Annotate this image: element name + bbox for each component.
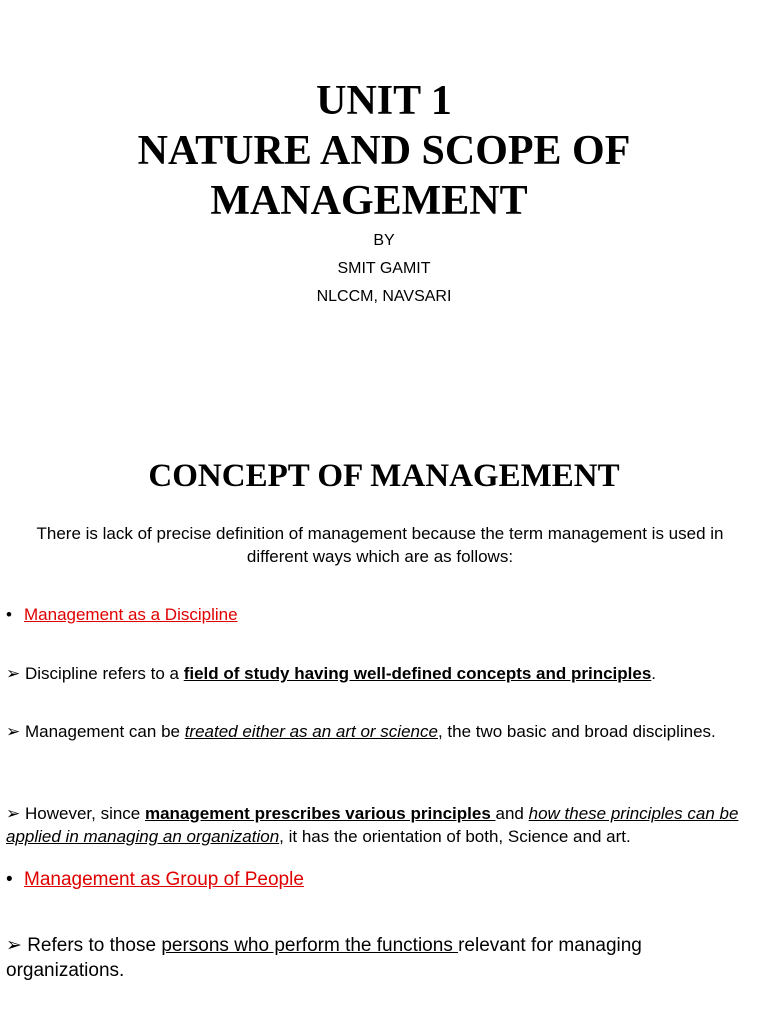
- bullet-group-of-people: [6, 868, 758, 891]
- text-run: relevant for managing organizations.: [6, 935, 642, 981]
- text-run: , it has the orientation of both, Science and art.: [279, 827, 631, 846]
- arrow-bullet-icon: ➢: [6, 935, 22, 956]
- arrow-bullet-icon: ➢: [6, 804, 21, 823]
- text-run: , the two basic and broad disciplines.: [437, 722, 716, 741]
- author-name: SMIT GAMIT: [337, 260, 431, 277]
- bullet-dot-icon: •: [6, 869, 13, 890]
- bullet-discipline: [6, 603, 758, 626]
- text-run: Refers to those: [27, 935, 162, 956]
- emphasis-underline: persons who perform the functions: [161, 935, 459, 956]
- text-run: and: [495, 804, 529, 823]
- author-block: [0, 227, 768, 311]
- bullet-discipline-heading: Management as a Discipline: [24, 605, 238, 624]
- arrow-item-art-science: [6, 720, 758, 743]
- arrow-bullet-icon: ➢: [6, 664, 21, 683]
- arrow-item-discipline-def: [6, 662, 758, 685]
- by-label: BY: [373, 232, 395, 249]
- main-title-line-2: MANAGEMENT: [210, 178, 528, 224]
- bullet-dot-icon: •: [6, 605, 12, 624]
- text-run: .: [651, 664, 657, 683]
- emphasis-bold-underline: management prescribes various principles: [144, 804, 496, 823]
- section-heading: CONCEPT OF MANAGEMENT: [148, 458, 620, 494]
- arrow-item-orientation: [6, 802, 758, 848]
- unit-title: UNIT 1: [316, 78, 452, 124]
- emphasis-italic-underline: how these principles can be applied in managing an organization: [6, 804, 739, 846]
- text-run: Management can be: [24, 722, 185, 741]
- title-block: [0, 76, 768, 226]
- arrow-bullet-icon: ➢: [6, 722, 21, 741]
- bullet-group-heading: Management as Group of People: [24, 869, 304, 890]
- text-run: Discipline refers to a: [24, 664, 184, 683]
- intro-paragraph: There is lack of precise definition of management because the term management is used in different ways which are as follows:: [36, 524, 724, 566]
- emphasis-italic-underline: treated either as an art or science: [184, 722, 438, 741]
- emphasis-bold-underline: field of study having well-defined concepts and principles: [183, 664, 652, 683]
- arrow-item-persons: [6, 933, 758, 983]
- main-title-line-1: NATURE AND SCOPE OF: [137, 128, 631, 174]
- text-run: However, since: [24, 804, 145, 823]
- institution-name: NLCCM, NAVSARI: [316, 288, 452, 305]
